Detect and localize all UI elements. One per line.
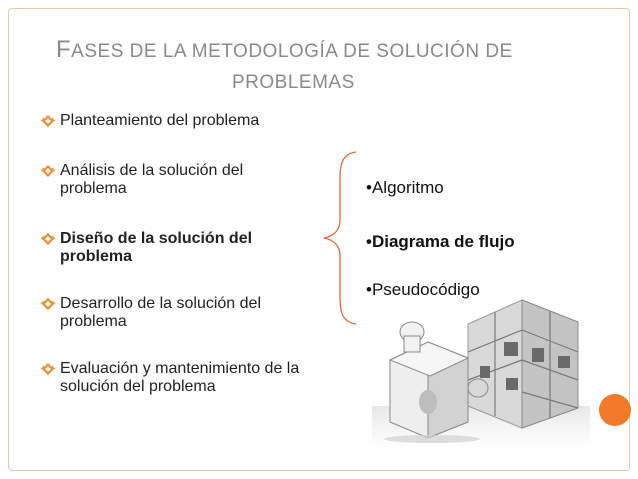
option-pseudocodigo: •Pseudocódigo [366, 280, 480, 299]
phase-item-label: Análisis de la solución del problema [60, 162, 244, 197]
accent-circle [599, 394, 631, 426]
option-algoritmo: •Algoritmo [366, 178, 444, 197]
title-line-1-rest: ASES DE LA METODOLOGÍA DE SOLUCIÓN DE [71, 41, 513, 62]
title-line-1-initial: F [56, 36, 72, 63]
diamond-bullet-icon [40, 362, 56, 376]
slide-title [0, 30, 638, 104]
phase-item-label: Desarrollo de la solución del problema [60, 295, 261, 330]
option-diagrama-de-flujo: •Diagrama de flujo [366, 232, 515, 251]
title-line-2-text: PROBLEMAS [232, 72, 355, 93]
diamond-bullet-icon [40, 232, 56, 246]
title-line-1 [56, 36, 513, 64]
curly-brace-icon [312, 150, 360, 326]
diamond-bullet-icon [40, 297, 56, 311]
diamond-bullet-icon [40, 164, 56, 178]
puzzle-cubes-image [372, 296, 590, 446]
diamond-bullet-icon [40, 114, 56, 128]
phase-item-label: Planteamiento del problema [60, 112, 260, 129]
title-line-2 [232, 72, 355, 94]
phase-item-label: Evaluación y mantenimiento de la solución del problema [60, 360, 300, 395]
phase-item-label: Diseño de la solución del problema [60, 230, 253, 265]
